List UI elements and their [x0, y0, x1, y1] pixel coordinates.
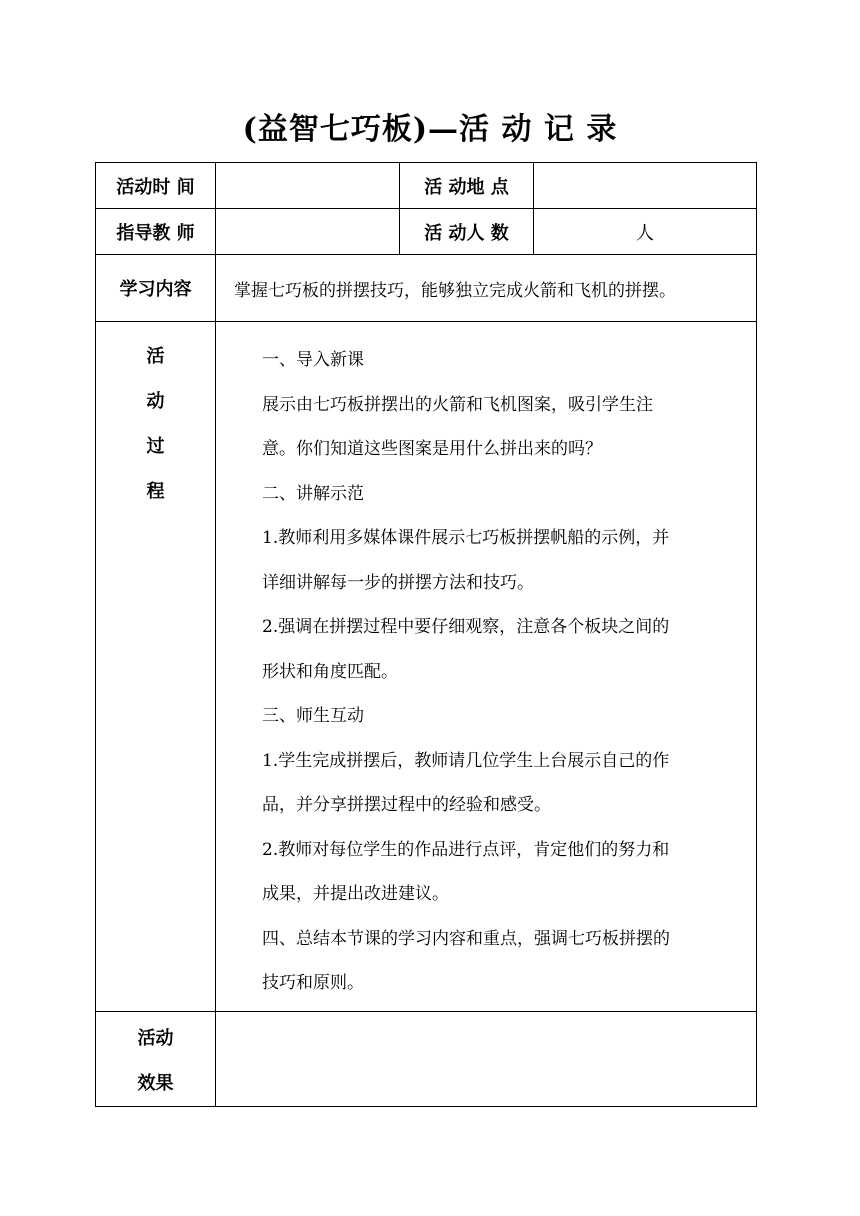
process-line: 详细讲解每一步的拼摆方法和技巧。: [262, 572, 534, 593]
time-label: 活动时 间: [96, 163, 216, 209]
process-line: 技巧和原则。: [262, 973, 364, 993]
content-label: 学习内容: [96, 255, 216, 322]
process-heading-demo: 二、讲解示范: [262, 483, 364, 504]
process-line: 2.教师对每位学生的作品进行点评，肯定他们的努力和: [262, 839, 670, 860]
process-line: 成果，并提出改进建议。: [262, 884, 449, 904]
process-heading-intro: 一、导入新课: [262, 350, 364, 370]
content-value: 掌握七巧板的拼摆技巧，能够独立完成火箭和飞机的拼摆。: [216, 255, 757, 322]
process-heading-interaction: 三、师生互动: [262, 706, 364, 726]
count-label: 活 动人 数: [400, 209, 534, 255]
place-label: 活 动地 点: [400, 163, 534, 209]
count-value: 人: [534, 209, 757, 255]
effect-label-line: 效果: [137, 1073, 174, 1094]
process-label-char: 程: [146, 481, 165, 502]
teacher-value: [216, 209, 400, 255]
teacher-label: 指导教 师: [96, 209, 216, 255]
process-label-char: 过: [146, 436, 165, 457]
time-value: [216, 163, 400, 209]
process-heading-summary: 四、总结本节课的学习内容和重点，强调七巧板拼摆的: [262, 928, 670, 949]
effect-value: [216, 1012, 757, 1107]
process-line: 1.学生完成拼摆后，教师请几位学生上台展示自己的作: [262, 750, 670, 771]
effect-label: [96, 1012, 216, 1107]
place-value: [534, 163, 757, 209]
process-label: [96, 322, 216, 1012]
activity-record-table: [95, 162, 757, 1107]
process-line: 意。你们知道这些图案是用什么拼出来的吗？: [262, 439, 602, 459]
process-content: [216, 322, 757, 1012]
row-effect: [96, 1012, 757, 1107]
process-line: 展示由七巧板拼摆出的火箭和飞机图案，吸引学生注: [262, 394, 653, 415]
process-label-char: 动: [146, 391, 165, 412]
process-line: 品，并分享拼摆过程中的经验和感受。: [262, 795, 551, 815]
process-line: 2.强调在拼摆过程中要仔细观察，注意各个板块之间的: [262, 617, 670, 637]
row-process: [96, 322, 757, 1012]
row-teacher-count: [96, 209, 757, 255]
page-title: (益智七巧板)—活 动 记 录: [242, 112, 618, 147]
row-time-place: [96, 163, 757, 209]
effect-label-line: 活动: [137, 1028, 174, 1049]
process-label-char: 活: [146, 346, 165, 367]
row-content: [96, 255, 757, 322]
process-line: 1.教师利用多媒体课件展示七巧板拼摆帆船的示例，并: [262, 528, 670, 548]
process-line: 形状和角度匹配。: [262, 661, 398, 682]
